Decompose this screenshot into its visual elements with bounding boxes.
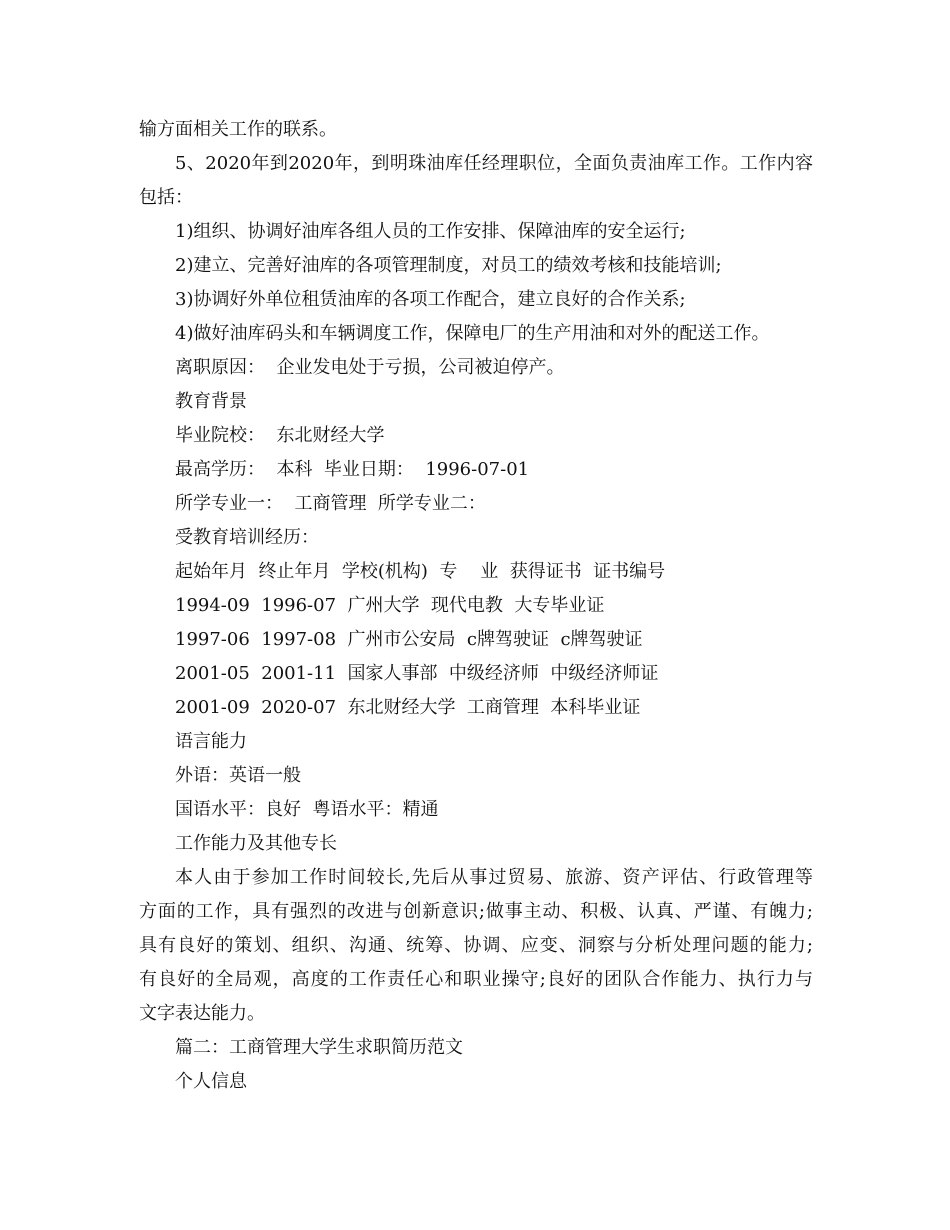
- table-row: 1994-09 1996-07 广州大学 现代电教 大专毕业证: [175, 595, 605, 616]
- table-row: 2001-05 2001-11 国家人事部 中级经济师 中级经济师证: [175, 663, 659, 684]
- text-line: 3)协调好外单位租赁油库的各项工作配合，建立良好的合作关系;: [175, 289, 686, 310]
- text-line: 本人由于参加工作时间较长,先后从事过贸易、旅游、资产评估、行政管理等: [175, 867, 813, 888]
- text-line: 外语：英语一般: [175, 765, 301, 786]
- text-line: 1)组织、协调好油库各组人员的工作安排、保障油库的安全运行;: [175, 221, 686, 242]
- text-line: 离职原因： 企业发电处于亏损，公司被迫停产。: [175, 357, 565, 378]
- text-line: 毕业院校： 东北财经大学: [175, 425, 385, 446]
- text-line: 最高学历： 本科 毕业日期： 1996-07-01: [175, 459, 530, 480]
- text-line: 5、2020年到2020年，到明珠油库任经理职位，全面负责油库工作。工作内容: [175, 153, 813, 174]
- text-line: 有良好的全局观，高度的工作责任心和职业操守;良好的团队合作能力、执行力与: [139, 969, 813, 990]
- text-line: 4)做好油库码头和车辆调度工作，保障电厂的生产用油和对外的配送工作。: [175, 323, 770, 344]
- section-heading: 语言能力: [175, 731, 247, 752]
- text-line: 2)建立、完善好油库的各项管理制度，对员工的绩效考核和技能培训;: [175, 255, 722, 276]
- text-line: 包括：: [139, 187, 193, 208]
- text-line: 输方面相关工作的联系。: [139, 119, 337, 140]
- section-heading: 教育背景: [175, 391, 247, 412]
- text-line: 具有良好的策划、组织、沟通、统筹、协调、应变、洞察与分析处理问题的能力;: [139, 935, 813, 956]
- table-header-line: 起始年月 终止年月 学校(机构) 专 业 获得证书 证书编号: [175, 561, 666, 582]
- table-row: 2001-09 2020-07 东北财经大学 工商管理 本科毕业证: [175, 697, 641, 718]
- text-line: 所学专业一： 工商管理 所学专业二：: [175, 493, 486, 514]
- section-heading: 篇二：工商管理大学生求职简历范文: [175, 1037, 463, 1058]
- text-line: 文字表达能力。: [139, 1003, 265, 1024]
- section-heading: 工作能力及其他专长: [175, 833, 337, 854]
- table-row: 1997-06 1997-08 广州市公安局 c牌驾驶证 c牌驾驶证: [175, 629, 643, 650]
- text-line: 国语水平：良好 粤语水平：精通: [175, 799, 439, 820]
- text-line: 受教育培训经历：: [175, 527, 319, 548]
- text-line: 方面的工作，具有强烈的改进与创新意识;做事主动、积极、认真、严谨、有魄力;: [139, 901, 813, 922]
- section-heading: 个人信息: [175, 1071, 247, 1092]
